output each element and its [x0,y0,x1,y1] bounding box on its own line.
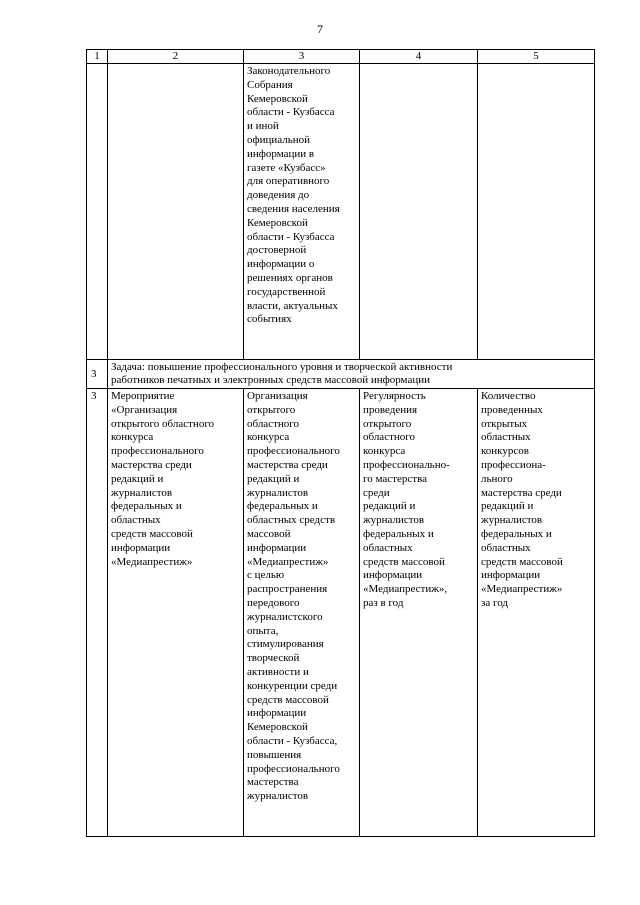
row-number-cell: 3 [87,360,108,389]
task-row [87,360,595,389]
newspaper-info-text: Законодательного Собрания Кемеровской области - Кузбасса и иной официальной информации в газете «Кузбасс» для оперативного доведения до сведения населения Кемеровской области - Кузбасса достоверной информации о решениях органов государственной власти, актуальных событиях [247,65,340,326]
table-row [87,389,595,837]
table-cell [360,64,478,360]
event-name-text: Мероприятие «Организация открытого областного конкурса профессионального мастерства среди редакций и журналистов федеральных и областных средств массовой информации «Медиапрестиж» [111,390,215,568]
column-header: 2 [108,50,244,64]
event-description-text: Организация открытого областного конкурса профессионального мастерства среди редакций и журналистов федеральных и областных средств массовой информации «Медиапрестиж» с целью распространения передового журналистского опыта, стимулирования творческой активности и конкуренции среди средств массовой информации Кемеровской области - Кузбасса, повышения профессионального мастерства журналистов [247,390,340,803]
table-row [87,64,595,360]
table-cell [478,64,595,360]
table-cell [108,64,244,360]
column-header: 1 [87,50,108,64]
table-cell [244,64,360,360]
table-header-row [87,50,595,64]
task-cell [108,360,595,389]
table-cell [478,389,595,837]
column-header: 5 [478,50,595,64]
column-header: 3 [244,50,360,64]
program-table [86,49,595,837]
row-number-cell [87,64,108,360]
task-text: Задача: повышение профессионального уровня и творческой активности работников печатных и электронных средств массовой информации [111,361,453,386]
column-header: 4 [360,50,478,64]
indicator-count-text: Количество проведенных открытых областных конкурсов профессиона- льного мастерства среди редакций и журналистов федеральных и областных средств массовой информации «Медиапрестиж» за год [481,390,563,609]
table-cell [244,389,360,837]
row-number-cell: 3 [87,389,108,837]
page-number: 7 [317,22,323,36]
indicator-regularity-text: Регулярность проведения открытого областного конкурса профессионально- го мастерства среди редакций и журналистов федеральных и областных средств массовой информации «Медиапрестиж», раз в год [363,390,450,609]
table-cell [360,389,478,837]
table-cell [108,389,244,837]
